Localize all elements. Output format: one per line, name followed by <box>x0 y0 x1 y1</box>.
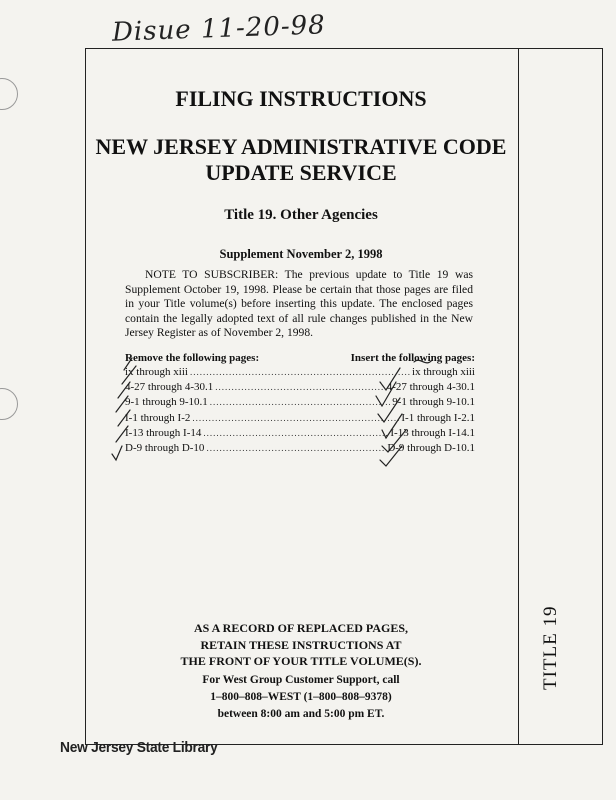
remove-pages: I-1 through I-2 <box>125 411 191 424</box>
library-stamp: New Jersey State Library <box>60 739 218 756</box>
insert-pages: ix through xiii <box>412 366 475 378</box>
table-row <box>125 381 475 396</box>
remove-pages: 9-1 through 9-10.1 <box>125 396 208 409</box>
code-title-line: UPDATE SERVICE <box>205 160 397 185</box>
table-row <box>125 366 475 381</box>
table-row <box>125 412 475 427</box>
record-notice <box>85 620 517 670</box>
title-tab-label: TITLE 19 <box>540 605 561 690</box>
dot-leader <box>206 443 385 453</box>
dot-leader <box>210 397 390 407</box>
pages-table <box>125 366 475 457</box>
page-title: FILING INSTRUCTIONS <box>175 86 427 111</box>
remove-pages: I-13 through I-14 <box>125 426 202 439</box>
dot-leader <box>190 367 410 377</box>
remove-header: Remove the following pages: <box>125 352 260 364</box>
record-notice-line: THE FRONT OF YOUR TITLE VOLUME(S). <box>180 654 422 668</box>
insert-pages: D-9 through D-10.1 <box>387 441 475 454</box>
table-row <box>125 427 475 442</box>
supplement-date: Supplement November 2, 1998 <box>219 247 383 261</box>
insert-pages: I-1 through I-2.1 <box>401 411 475 424</box>
insert-pages: I-13 through I-14.1 <box>390 426 475 439</box>
support-line: For West Group Customer Support, call <box>202 674 400 686</box>
punch-hole <box>0 388 18 420</box>
remove-pages: D-9 through D-10 <box>125 441 205 454</box>
dot-leader <box>203 428 388 438</box>
punch-hole <box>0 78 18 110</box>
dot-leader <box>192 413 399 423</box>
remove-pages: 4-27 through 4-30.1 <box>125 381 214 394</box>
subscriber-note: NOTE TO SUBSCRIBER: The previous update to Title 19 was Supplement October 19, 1998. Please be certain that those pages are filed in your Title volume(s) before inserting this update. The enclosed pages contain the legally adopted text of all rule changes published in the New Jersey Register as of November 2, 1998. <box>125 268 473 340</box>
record-notice-line: RETAIN THESE INSTRUCTIONS AT <box>200 637 402 652</box>
title-subtitle: Title 19. Other Agencies <box>224 207 378 223</box>
support-phone: 1–800–808–WEST (1–800–808–9378) <box>210 691 392 703</box>
support-hours: between 8:00 am and 5:00 pm ET. <box>217 708 385 720</box>
record-notice-line: AS A RECORD OF REPLACED PAGES, <box>193 621 409 635</box>
table-row <box>125 396 475 411</box>
insert-pages: 4-27 through 4-30.1 <box>386 381 475 394</box>
insert-header: Insert the following pages: <box>350 352 475 364</box>
insert-pages: 9-1 through 9-10.1 <box>392 396 475 409</box>
code-title <box>85 134 517 186</box>
pages-table-header <box>125 352 475 364</box>
code-title-line: NEW JERSEY ADMINISTRATIVE CODE <box>95 134 507 159</box>
dot-leader <box>215 382 384 392</box>
table-row <box>125 442 475 457</box>
remove-pages: ix through xiii <box>125 366 188 378</box>
handwritten-note: Disue 11-20-98 <box>111 10 327 48</box>
customer-support-info <box>85 672 517 723</box>
